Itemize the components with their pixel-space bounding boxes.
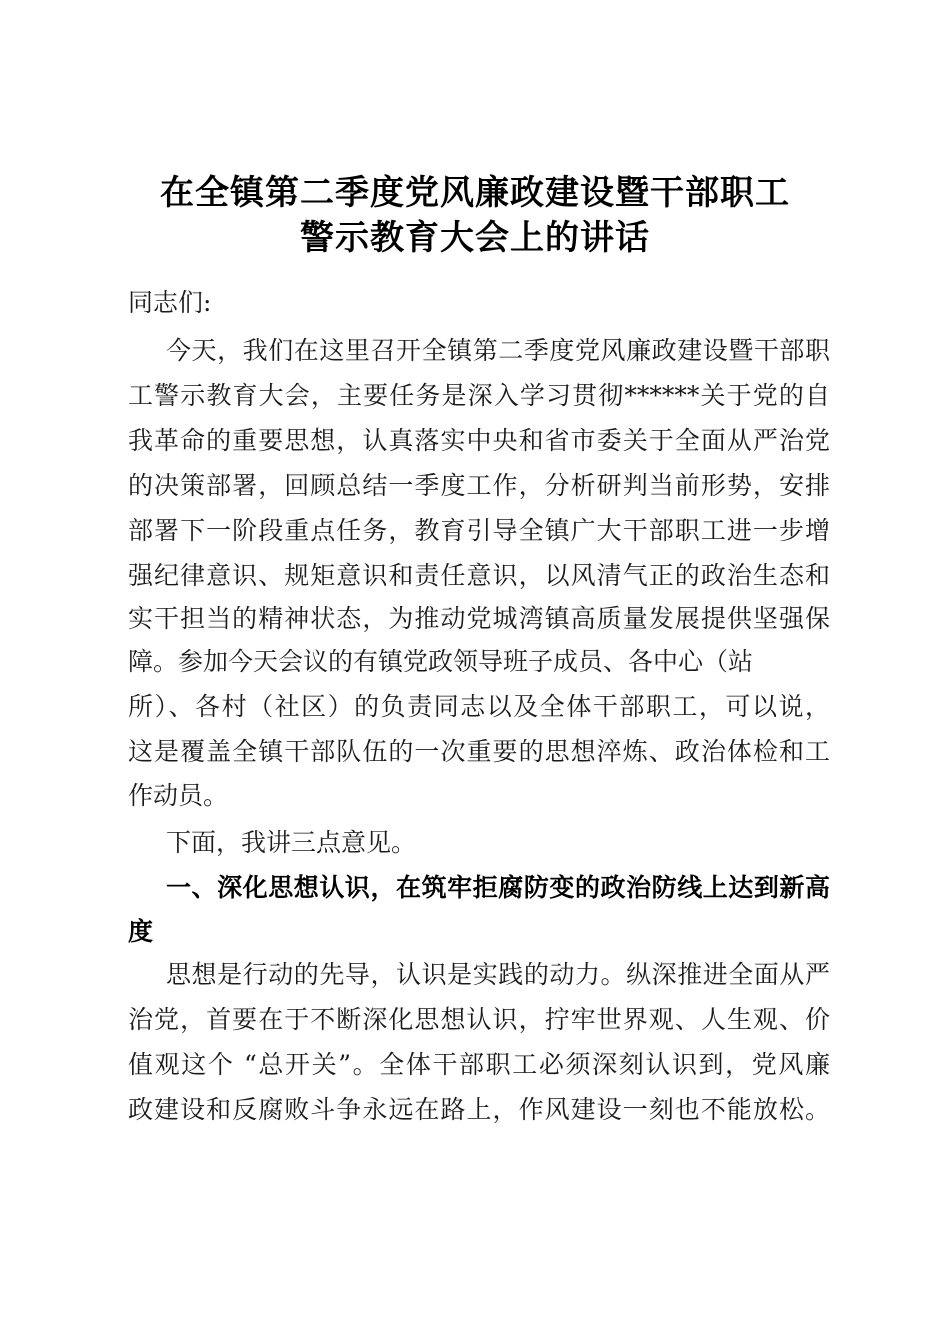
paragraph-1-line: 部署下一阶段重点任务，教育引导全镇广大干部职工进一步增 — [128, 516, 830, 545]
paragraph-1-line: 实干担当的精神状态，为推动党城湾镇高质量发展提供坚强保 — [128, 604, 830, 633]
paragraph-3-line: 治党，首要在于不断深化思想认识，拧牢世界观、人生观、价 — [128, 1005, 830, 1034]
paragraph-1-line: 我革命的重要思想，认真落实中央和省市委关于全面从严治党 — [128, 426, 830, 455]
document-title-line-2: 警示教育大会上的讲话 — [300, 218, 650, 258]
paragraph-3-line: 思想是行动的先导，认识是实践的动力。纵深推进全面从严 — [166, 960, 830, 989]
paragraph-1-line: 作动员。 — [128, 781, 229, 810]
paragraph-1-line: 强纪律意识、规矩意识和责任意识，以风清气正的政治生态和 — [128, 561, 830, 590]
paragraph-1-line: 所）、各村（社区）的负责同志以及全体干部职工，可以说， — [128, 692, 830, 721]
paragraph-3-line: 政建设和反腐败斗争永远在路上，作风建设一刻也不能放松。 — [128, 1095, 830, 1124]
section-1-heading-line: 度 — [128, 917, 154, 946]
paragraph-1-line: 工警示教育大会，主要任务是深入学习贯彻******关于党的自 — [128, 381, 830, 410]
paragraph-1-line: 的决策部署，回顾总结一季度工作，分析研判当前形势，安排 — [128, 471, 830, 500]
paragraph-1-line: 障。参加今天会议的有镇党政领导班子成员、各中心（站 — [128, 647, 754, 676]
salutation: 同志们: — [128, 288, 212, 317]
section-1-heading-line: 一、深化思想认识，在筑牢拒腐防变的政治防线上达到新高 — [166, 873, 830, 902]
paragraph-1-line: 今天，我们在这里召开全镇第二季度党风廉政建设暨干部职 — [166, 336, 830, 365]
paragraph-3-line: 值观这个 “总开关”。全体干部职工必须深刻认识到，党风廉 — [128, 1050, 830, 1079]
paragraph-1-line: 这是覆盖全镇干部队伍的一次重要的思想淬炼、政治体检和工 — [128, 737, 830, 766]
paragraph-2: 下面，我讲三点意见。 — [166, 828, 417, 857]
document-title-line-1: 在全镇第二季度党风廉政建设暨干部职工 — [160, 173, 790, 213]
